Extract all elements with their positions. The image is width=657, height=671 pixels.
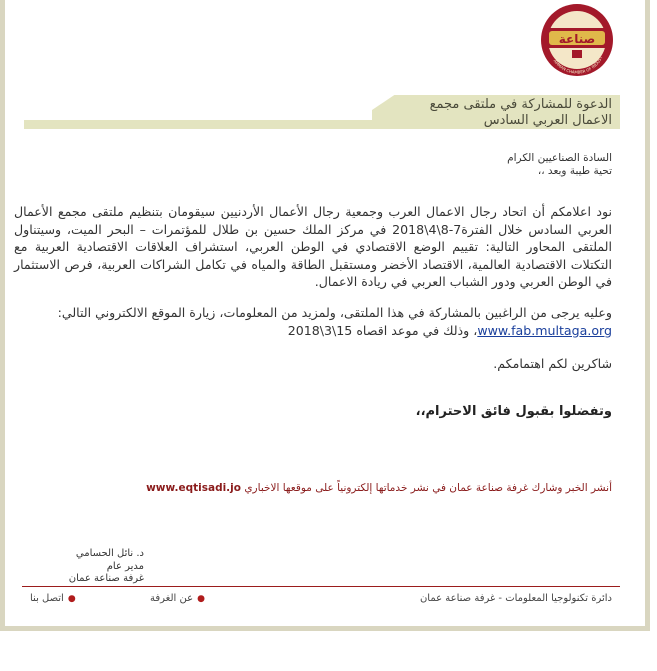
signature-name: د. نائل الحسامي: [75, 548, 144, 559]
promo-line: [132, 482, 612, 494]
salutation-line-1: السادة الصناعيين الكرام: [507, 152, 612, 164]
salutation-line-2: تحية طيبة وبعد ،،: [537, 165, 612, 177]
title-line-1: الدعوة للمشاركة في ملتقى مجمع: [429, 97, 612, 112]
title: [352, 97, 612, 129]
paragraph-2-text: وعليه يرجى من الراغبين بالمشاركة في هذا الملتقى، ولمزيد من المعلومات، زيارة الموقع الالكتروني التالي:: [57, 305, 612, 320]
eqtisadi-link[interactable]: www.eqtisadi.jo: [146, 482, 241, 494]
signature-title: مدير عام: [106, 560, 144, 572]
svg-text:صناعة: صناعة: [558, 32, 596, 46]
footer-department: دائرة تكنولوجيا المعلومات - غرفة صناعة عمان: [419, 593, 612, 604]
salutation: [312, 152, 612, 178]
multaga-link[interactable]: www.fab.multaga.org: [477, 322, 612, 338]
bullet-icon: ●: [197, 594, 205, 604]
footer-link-contact-label[interactable]: اتصل بنا: [30, 593, 64, 604]
body-paragraph-2: [14, 304, 612, 339]
footer-link-about-label[interactable]: عن الغرفة: [150, 593, 194, 604]
title-line-2: الاعمال العربي السادس: [483, 113, 612, 128]
promo-text: أنشر الخبر وشارك غرفة صناعة عمان في نشر خدماتها إلكترونياً على موقعها الاخباري: [244, 482, 612, 494]
chamber-logo-icon: [537, 2, 617, 78]
signature: [24, 548, 144, 586]
signature-org: غرفة صناعة عمان: [68, 573, 144, 584]
chamber-logo: [537, 2, 617, 78]
bullet-icon: ●: [67, 594, 76, 604]
deadline-text: ، وذلك في موعد اقصاه 15\3\2018: [287, 322, 478, 338]
svg-text:AMMAN CHAMBER OF INDUSTRY: AMMAN CHAMBER OF INDUST: [552, 55, 604, 75]
regards-text: وتفضلوا بقبول فائق الاحترام،،: [415, 404, 612, 419]
footer-link-contact[interactable]: [30, 593, 76, 604]
thanks-text: شاكرين لكم اهتمامكم.: [493, 356, 612, 371]
footer-link-about[interactable]: [150, 593, 205, 604]
footer-divider: [22, 586, 620, 587]
body-paragraph-1: نود اعلامكم أن اتحاد رجال الاعمال العرب وجمعية رجال الأعمال الأردنيين سيقومان بتنظيم ملتقى مجمع الأعمال العربي السادس خلال الفترة7-8\4\2018 في مركز الملك حسين بن طلال للمؤتمرات – البحر الميت، وسيتناول الملتقى المحاور التالية: تقييم الوضع الاقتصادي في الوطن العربي، استشراف العلاقات الاقتصادية العربية مع التكتلات الاقتصادية العالمية، الاقتصاد الأخضر ومستقبل الطاقة والمياه في تكامل الشراكات العربية، فرص الاستثمار في الوطن العربي ودور الشباب العربي في ريادة الاعمال.: [14, 204, 613, 289]
